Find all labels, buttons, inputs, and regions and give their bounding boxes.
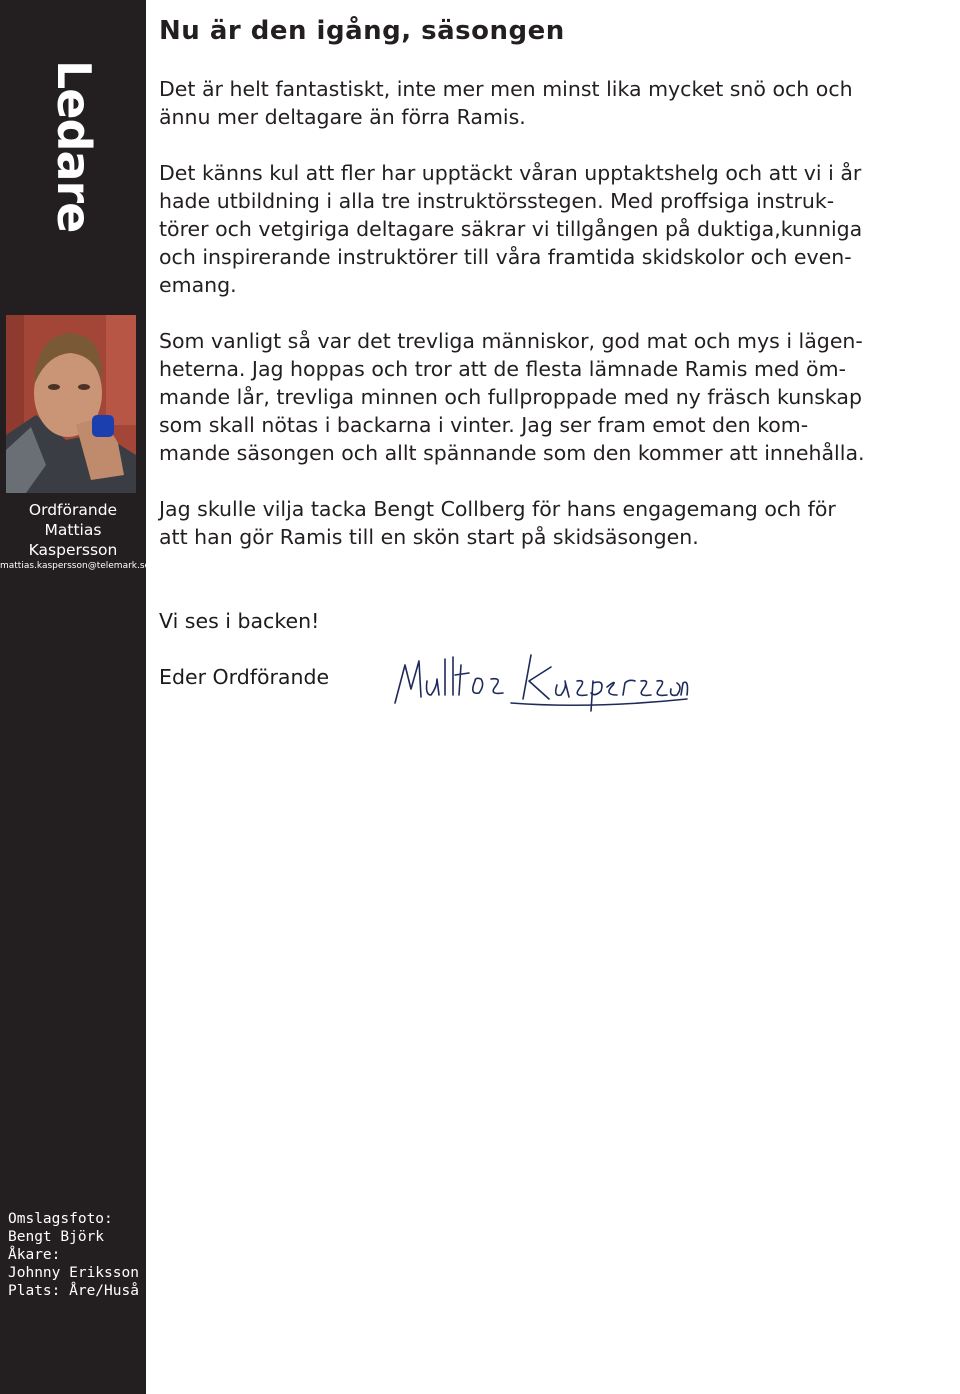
- credits-line-2: Bengt Björk: [8, 1229, 105, 1245]
- section-title: Ledare: [47, 60, 101, 233]
- paragraph-3: Som vanligt så var det trevliga människor, god mat och mys i lägen- heterna. Jag hoppas och tror att de flesta lämnade Ramis med öm- mande lår, trevliga minnen och fullproppade med ny fräsch kunskap som skall nötas i backarna i vinter. Jag ser fram emot den kom- mande säsongen och allt spännande som den kommer att innehålla.: [159, 329, 865, 465]
- article: [159, 14, 959, 723]
- sidebar: [0, 0, 151, 1394]
- article-headline: Nu är den igång, säsongen: [159, 16, 565, 46]
- paragraph-4: Jag skulle vilja tacka Bengt Collberg för hans engagemang och för att han gör Ramis till en skön start på skidsäsongen.: [159, 497, 836, 549]
- credits-line-5: Plats: Åre/Huså: [8, 1283, 139, 1299]
- photo-credits: [8, 1210, 144, 1300]
- handwritten-signature: [391, 637, 691, 717]
- signoff-text: Eder Ordförande: [159, 665, 330, 689]
- portrait-caption: [0, 500, 151, 572]
- credits-line-3: Åkare:: [8, 1247, 61, 1263]
- credits-line-1: Omslagsfoto:: [8, 1211, 113, 1227]
- caption-role: Ordförande: [28, 501, 118, 519]
- caption-email[interactable]: mattias.kaspersson@telemark.se: [0, 561, 151, 571]
- caption-last-name: Kaspersson: [28, 541, 118, 559]
- paragraph-2: Det känns kul att fler har upptäckt våran upptaktshelg och att vi i år hade utbildning i alla tre instruktörsstegen. Med proffsiga instruk- törer och vetgiriga deltagare säkrar vi tillgången på duktiga,kunniga och inspirerande instruktörer till våra framtida skidskolor och even- emang.: [159, 161, 863, 297]
- signoff-row: [159, 663, 959, 723]
- closing-line: Vi ses i backen!: [159, 609, 320, 633]
- portrait-image: [6, 315, 136, 493]
- credits-line-4: Johnny Eriksson: [8, 1265, 139, 1281]
- chairman-portrait: [6, 315, 136, 493]
- paragraph-1: Det är helt fantastiskt, inte mer men minst lika mycket snö och och ännu mer deltagare än förra Ramis.: [159, 77, 853, 129]
- caption-first-name: Mattias: [44, 521, 102, 539]
